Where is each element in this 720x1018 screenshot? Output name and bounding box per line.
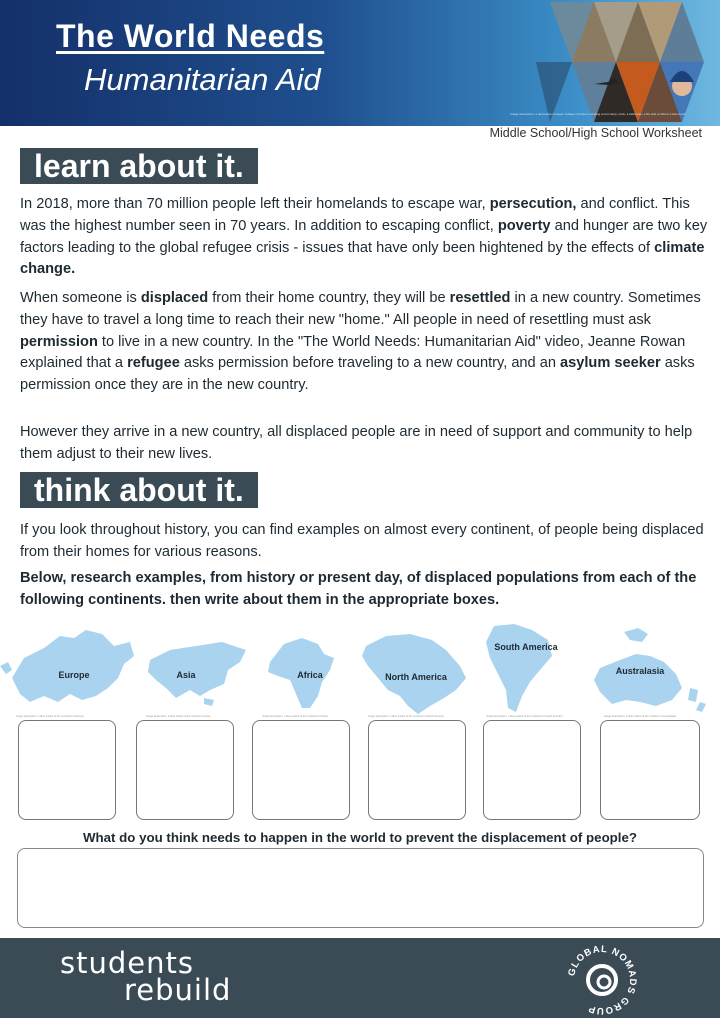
asia-map [146, 642, 246, 718]
learn-paragraph-1 [20, 194, 708, 281]
map-caption-asia: Image description: a blue outline of the continent of Asia [146, 715, 211, 718]
africa-map [262, 638, 334, 718]
map-label-south-america: South America [494, 642, 558, 652]
europe-map [0, 630, 134, 718]
learn-paragraph-3: However they arrive in a new country, all displaced people are in need of support and community to help them adjust to their new lives. [20, 424, 693, 462]
answer-box-south-america[interactable] [483, 720, 581, 820]
students-rebuild-logo-line-1: students [60, 946, 194, 980]
north-america-map [362, 634, 466, 718]
gng-logo-text: GLOBAL NOMADS GROUP [566, 943, 639, 1017]
map-label-europe: Europe [58, 670, 90, 680]
map-caption-north-america: Image description: a blue outline of the continent of North America [368, 715, 444, 718]
footer [0, 938, 720, 1018]
key-term: asylum seeker [560, 355, 661, 372]
title-line-1: The World Needs [56, 18, 325, 54]
svg-text:GLOBAL NOMADS GROUP [566, 944, 638, 1016]
text-run: When someone is [20, 290, 141, 306]
learn-heading: learn about it. [20, 148, 258, 184]
map-label-asia: Asia [176, 670, 196, 680]
answer-box-australasia[interactable] [600, 720, 700, 820]
map-label-africa: Africa [297, 670, 323, 680]
final-question: What do you think needs to happen in the world to prevent the displacement of people? [82, 830, 638, 845]
answer-box-north-america[interactable] [368, 720, 466, 820]
image-credit: Image description: a decorative hexagon collage of photos including a tent camp, ruins, a helicopter, a fire and a child in a blue hood. [510, 112, 687, 116]
students-rebuild-logo [60, 946, 232, 1007]
map-label-australasia: Australasia [615, 666, 665, 676]
key-term: refugee [127, 355, 180, 372]
think-heading: think about it. [20, 472, 258, 508]
south-america-map [486, 624, 563, 718]
key-term: permission [20, 333, 98, 350]
map-caption-europe: Image description: a blue outline of the continent of Europe [16, 715, 84, 718]
think-paragraph-1: If you look throughout history, you can find examples on almost every continent, of people being displaced from their homes for various reasons. [20, 522, 704, 560]
answer-box-europe[interactable] [18, 720, 116, 820]
key-term: poverty [497, 217, 551, 234]
australasia-map [594, 628, 706, 718]
text-run: and hunger are two key factors leading to the global refugee crisis - issues that have only been hightened by the effects of [20, 217, 708, 256]
map-label-north-america-1: North America [385, 672, 447, 682]
photo-collage-hexagon [536, 2, 708, 122]
title-line-2: Humanitarian Aid [84, 62, 321, 97]
text-run: asks permission once they are in the new country. [20, 355, 695, 394]
map-caption-africa: Image description: a blue outline of the continent of Africa [262, 715, 328, 718]
learn-paragraph-2 [20, 288, 708, 397]
key-term: climate change. [20, 239, 705, 278]
worksheet-subheading: Middle School/High School Worksheet [489, 126, 702, 140]
text-run: to live in a new country. In the "The World Needs: Humanitarian Aid" video, Jeanne Rowan explained that a [20, 333, 686, 372]
map-caption-australasia: Image description: a blue outline of the continent of Australasia [604, 715, 677, 718]
answer-box-africa[interactable] [252, 720, 350, 820]
header-banner [0, 0, 720, 126]
text-run: in a new country. Sometimes they have to travel a long time to reach their new "home." All people in need of resettling must ask [20, 290, 701, 328]
global-nomads-group-logo [562, 940, 642, 1018]
answer-box-asia[interactable] [136, 720, 234, 820]
key-term: resettled [449, 290, 511, 306]
text-run: In 2018, more than 70 million people left their homelands to escape war, [20, 196, 490, 212]
map-caption-south-america: Image description: a blue outline of the continent of South America [486, 715, 563, 718]
key-term: displaced [140, 290, 209, 306]
final-answer-box[interactable] [17, 848, 704, 928]
text-run: asks permission before traveling to a new country, and an [179, 355, 561, 372]
text-run: and conflict. This was the highest number seen in 70 years. In addition to escaping conflict, [20, 196, 690, 234]
continent-maps [0, 616, 720, 720]
students-rebuild-logo-line-2: rebuild [124, 973, 232, 1007]
key-term: persecution, [489, 196, 577, 212]
text-run: from their home country, they will be [208, 290, 450, 306]
think-instructions: Below, research examples, from history or present day, of displaced populations from each of the following continents. then write about them in the appropriate boxes. [20, 570, 697, 608]
